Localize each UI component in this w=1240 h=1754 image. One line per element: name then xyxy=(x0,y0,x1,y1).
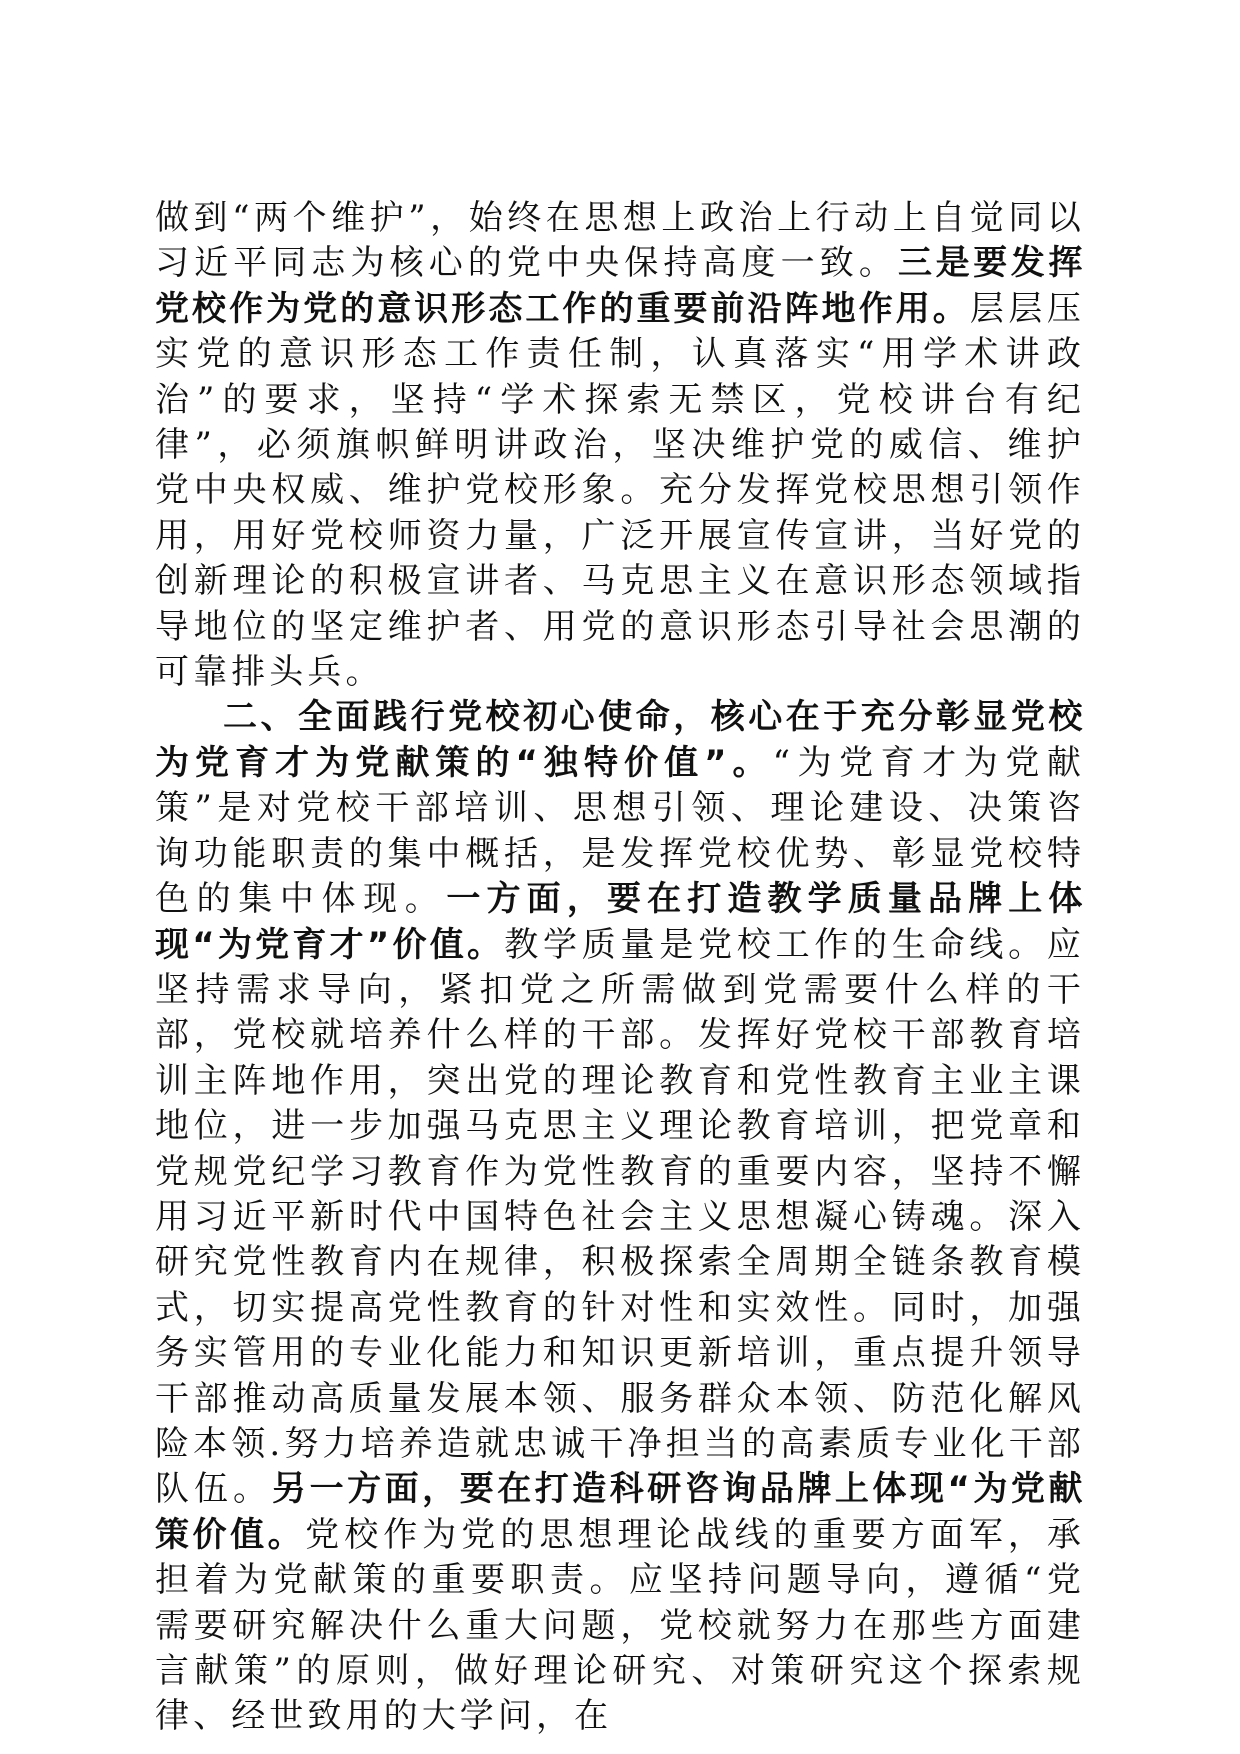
section-heading: 二、全面践行党校初心使命，核心在于充分彰显党校为党育才为党献策的“独特价值”。 xyxy=(155,697,1085,783)
text-segment: 做到“两个维护”，始终在思想上政治上行动上自觉同以习近平同志为核心的党中央保持高度一致。 xyxy=(155,198,1085,284)
bold-heading-segment: 一方面，要在打造教学质量品牌上体现“为党育才”价值。 xyxy=(155,879,1085,965)
paragraph-2 xyxy=(155,695,1085,1739)
text-segment: 层层压实党的意识形态工作责任制，认真落实“用学术讲政治”的要求，坚持“学术探索无禁区，党校讲台有纪律”，必须旗帜鲜明讲政治，坚决维护党的威信、维护党中央权威、维护党校形象。充分发挥党校思想引领作用，用好党校师资力量，广泛开展宣传宣讲，当好党的创新理论的积极宣讲者、马克思主义在意识形态领域指导地位的坚定维护者、用党的意识形态引导社会思潮的可靠排头兵。 xyxy=(155,288,1085,693)
bold-heading-segment: 三是要发挥党校作为党的意识形态工作的重要前沿阵地作用。 xyxy=(155,243,1086,329)
paragraph-1 xyxy=(155,196,1085,695)
bold-heading-segment: 另一方面，要在打造科研咨询品牌上体现“为党献策价值。 xyxy=(155,1469,1085,1555)
text-segment: 教学质量是党校工作的生命线。应坚持需求导向，紧扣党之所需做到党需要什么样的干部，党校就培养什么样的干部。发挥好党校干部教育培训主阵地作用，突出党的理论教育和党性教育主业主课地位，进一步加强马克思主义理论教育培训，把党章和党规党纪学习教育作为党性教育的重要内容，坚持不懈用习近平新时代中国特色社会主义思想凝心铸魂。深入研究党性教育内在规律，积极探索全周期全链条教育模式，切实提高党性教育的针对性和实效性。同时，加强务实管用的专业化能力和知识更新培训，重点提升领导干部推动高质量发展本领、服务群众本领、防范化解风险本领.努力培养造就忠诚干净担当的高素质专业化干部队伍。 xyxy=(155,924,1085,1510)
body-text xyxy=(155,196,1085,1740)
text-segment: 党校作为党的思想理论战线的重要方面军，承担着为党献策的重要职责。应坚持问题导向，遵循“党需要研究解决什么重大问题，党校就努力在那些方面建言献策”的原则，做好理论研究、对策研究这个探索规律、经世致用的大学问，在 xyxy=(155,1514,1085,1737)
text-segment: “为党育才为党献策”是对党校干部培训、思想引领、理论建设、决策咨询功能职责的集中概括，是发挥党校优势、彰显党校特色的集中体现。 xyxy=(155,742,1085,920)
